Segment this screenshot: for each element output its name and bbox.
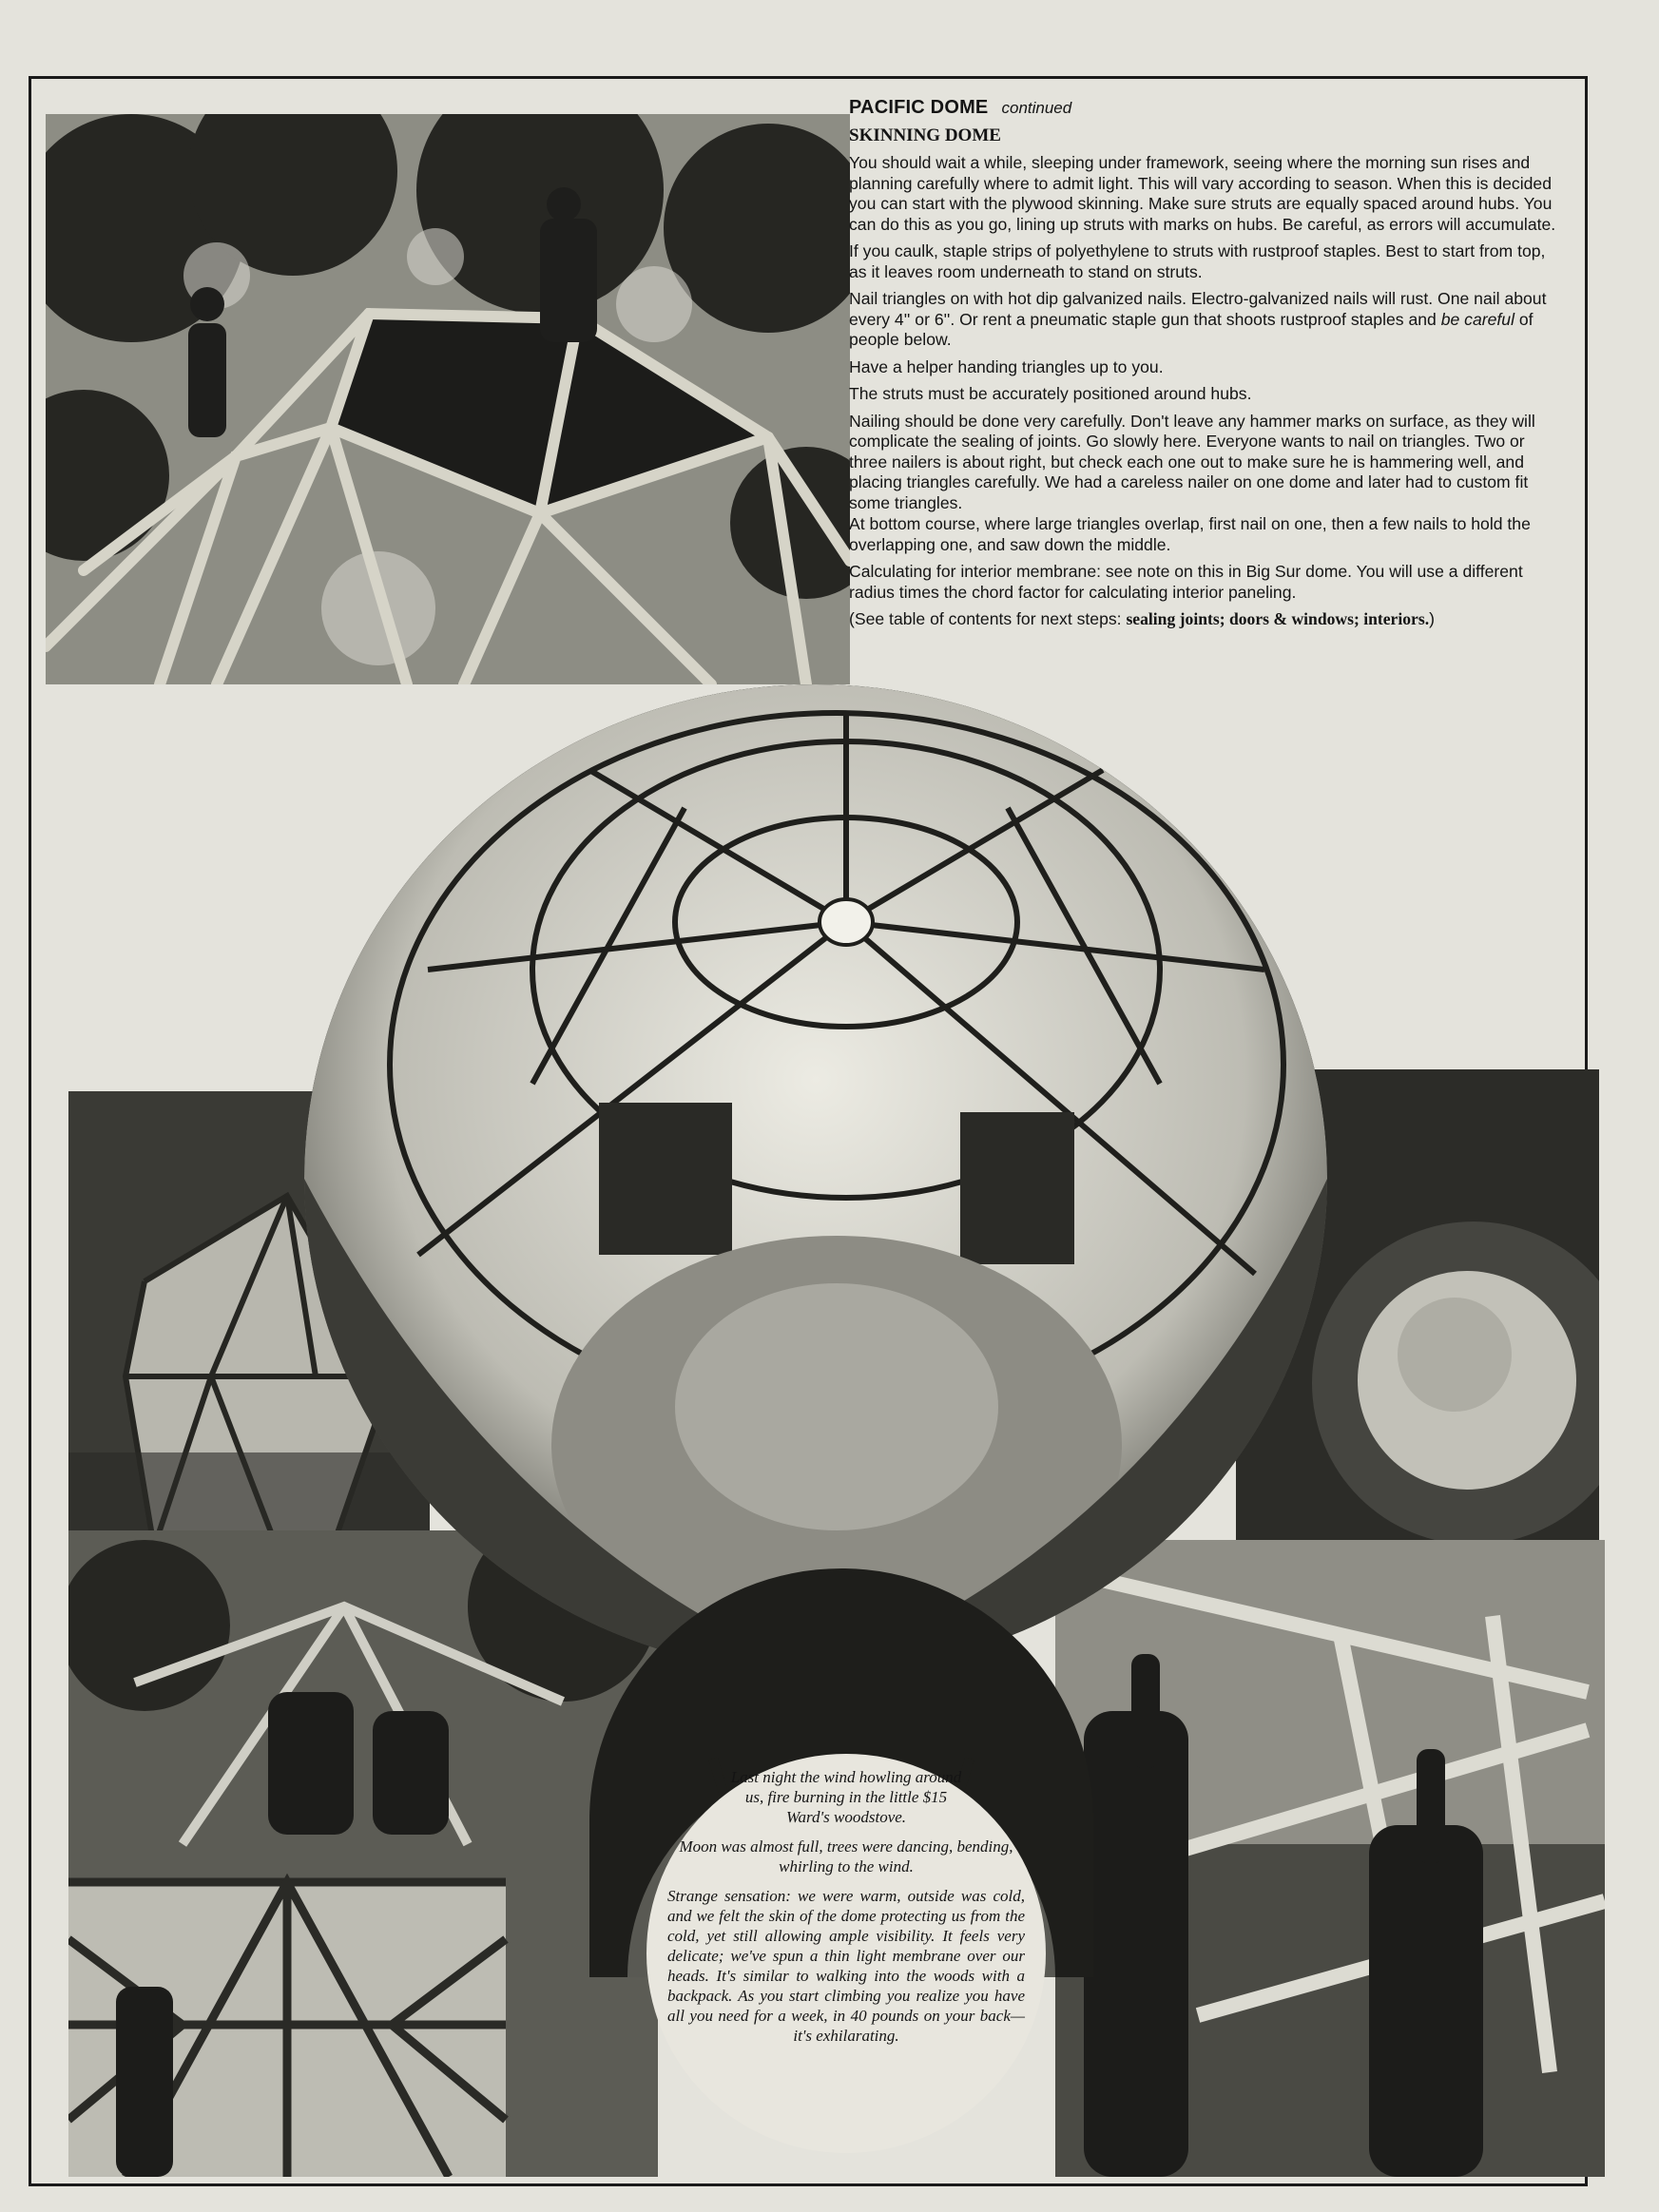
paragraph-toc-note: [849, 609, 1564, 630]
article-text: [849, 97, 1564, 637]
article-title: PACIFIC DOME: [849, 97, 989, 118]
dome-framework-photo: [46, 114, 850, 684]
workers-photo: [68, 1530, 658, 2177]
nails-text-end: of people below.: [849, 309, 1534, 349]
article-heading: [849, 97, 1564, 119]
poem-circle: [646, 1754, 1046, 2153]
poem-stanza-3: Strange sensation: we were warm, outside was cold, and we felt the skin of the dome protecting us from the cold, yet still allowing ample visibility. It feels very delicate; we've spun a thin light membrane over our heads. It's similar to walking into the woods with a backpack. As you start climbing you realize you have all you need for a week, in 40 pounds on your back—it's exhilarating.: [667, 1887, 1025, 2045]
paragraph-struts: The struts must be accurately positioned around hubs.: [849, 384, 1252, 403]
section-subtitle: SKINNING DOME: [849, 125, 1001, 145]
poem-stanza-1: Last night the wind howling around us, fire burning in the little $15 Ward's woodstove.: [730, 1768, 962, 1826]
paragraph-membrane: Calculating for interior membrane: see note on this in Big Sur dome. You will use a different radius times the chord factor for calculating interior paneling.: [849, 562, 1523, 602]
paragraph-nails: [849, 289, 1564, 351]
dome-interior-fisheye-photo: [304, 684, 1327, 1673]
raising-struts-photo: [1055, 1540, 1605, 2177]
paragraph-caulk: If you caulk, staple strips of polyethylene to struts with rustproof staples. Best to start from top, as it leaves room underneath to stand on struts.: [849, 241, 1546, 281]
continued-label: continued: [1001, 99, 1072, 117]
paragraph-planning: You should wait a while, sleeping under framework, seeing where the morning sun rises and planning carefully where to admit light. This will vary according to season. When this is decided you can start with the plywood skinning. Make sure struts are equally spaced around hubs. You can do this as you go, lining up struts with marks on hubs. Be careful, as errors will accumulate.: [849, 153, 1556, 234]
paragraph-helper: Have a helper handing triangles up to you.: [849, 356, 1164, 376]
nails-text: Nail triangles on with hot dip galvanized nails. Electro-galvanized nails will rust. One nail about every 4'' or 6''. Or rent a pneumatic staple gun that shoots rustproof staples and: [849, 289, 1547, 329]
poem-stanza-2: Moon was almost full, trees were dancing, bending, whirling to the wind.: [679, 1837, 1013, 1875]
paragraph-bottom-course: At bottom course, where large triangles overlap, first nail on one, then a few nails to hold the overlapping one, and saw down the middle.: [849, 514, 1531, 554]
paragraph-nailing: Nailing should be done very carefully. Don't leave any hammer marks on surface, as they will complicate the sealing of joints. Go slowly here. Everyone wants to nail on triangles. Two or three nailers is about right, but check each one out to make sure he is hammering well, and placing triangles carefully. We had a careless nailer on one dome and later had to custom fit some triangles.: [849, 411, 1535, 512]
toc-text-end: ): [1429, 609, 1435, 628]
toc-bold: sealing joints; doors & windows; interiors.: [1126, 609, 1430, 628]
toc-text: (See table of contents for next steps:: [849, 609, 1127, 628]
nails-emphasis: be careful: [1440, 309, 1514, 329]
